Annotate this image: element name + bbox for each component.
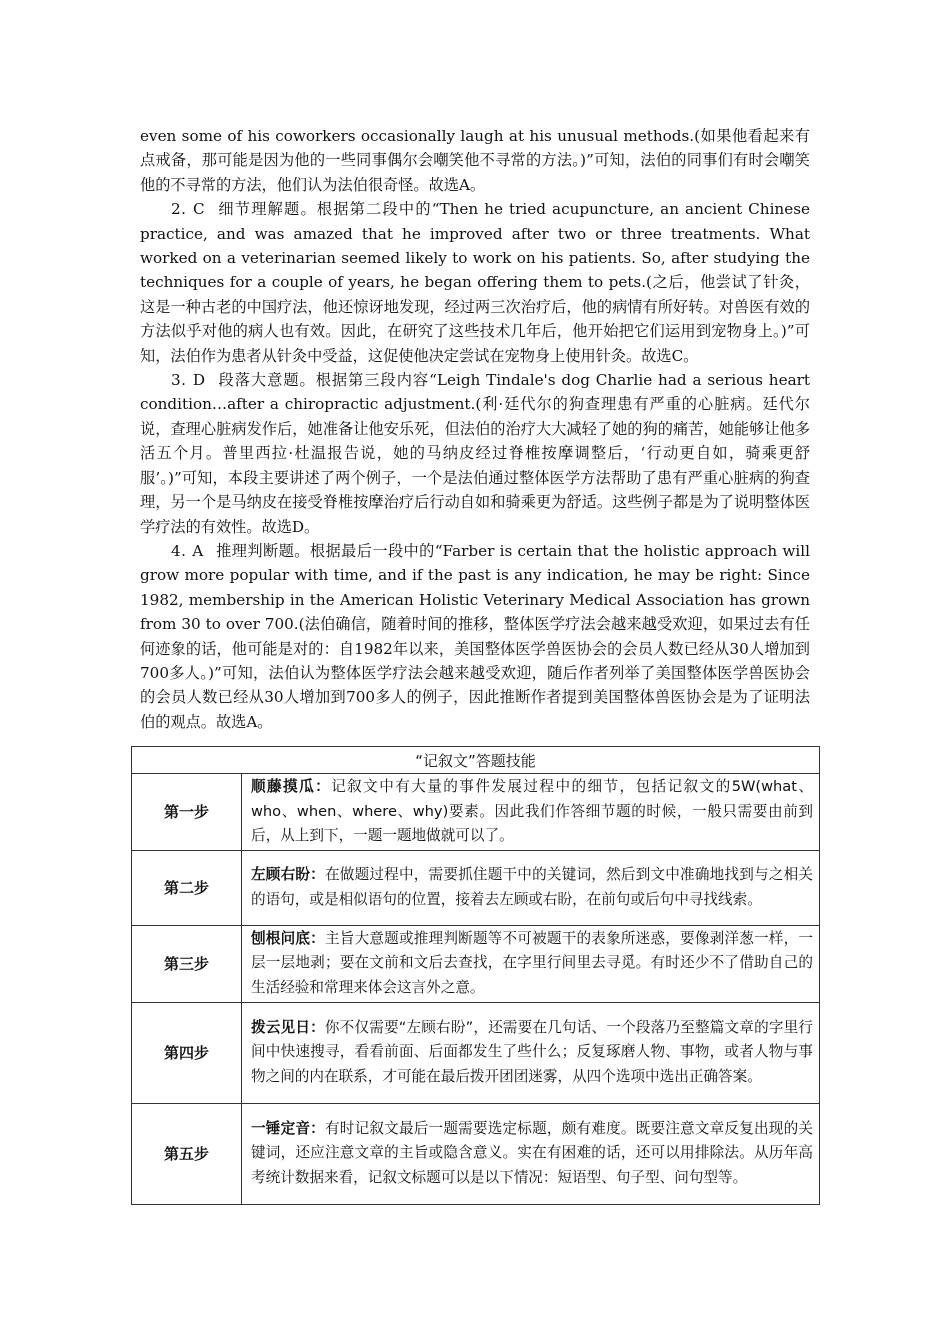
explanation-text-q4: 推理判断题。根据最后一段中的“Farber is certain that the holistic approach will grow more popular with time, and if the past is any indication, he may be right: Since 1982, membership in the American Holistic Veterinary Medical Association has grown from 30 to over 700.(法伯确信，随着时间的推移，整体医学疗法会越来越受欢迎，如果过去有任何迹象的话，他可能是对的：自1982年以来，美国整体医学兽医协会的会员人数已经从30人增加到700多人。)”可知，法伯认为整体医学疗法会越来越受欢迎，随后作者列举了美国整体医学兽医协会的会员人数已经从30人增加到700多人的例子，因此推断作者提到美国整体兽医协会是为了证明法伯的观点。故选A。 xyxy=(140,541,810,731)
table-row xyxy=(132,774,820,851)
table-row xyxy=(132,1002,820,1103)
explanation-q1-continued: even some of his coworkers occasionally laugh at his unusual methods.(如果他看起来有点戒备，那可能是因为他的一些同事偶尔会嘲笑他不寻常的方法。)”可知，法伯的同事们有时会嘲笑他的不寻常的方法，他们认为法伯很奇怪。故选A。 xyxy=(140,127,810,194)
answer-label-q2: 2. C xyxy=(171,200,206,219)
answer-label-q4: 4. A xyxy=(171,541,204,560)
table-header-row xyxy=(132,747,820,774)
step-label: 第五步 xyxy=(132,1103,242,1204)
step-label: 第二步 xyxy=(132,850,242,925)
answer-explanations xyxy=(140,124,810,734)
step-description xyxy=(242,1002,820,1103)
table-title: “记叙文”答题技能 xyxy=(132,747,820,774)
step-text: 你不仅需要“左顾右盼”，还需要在几句话、一个段落乃至整篇文章的字里行间中快速搜寻，看看前面、后面都发生了些什么；反复琢磨人物、事物，或者人物与事物之间的内在联系，才可能在最后拨开团团迷雾，从四个选项中选出正确答案。 xyxy=(251,1018,813,1085)
step-term: 拨云见日： xyxy=(251,1018,325,1036)
step-term: 一锤定音： xyxy=(251,1119,325,1137)
step-text: 主旨大意题或推理判断题等不可被题干的表象所迷惑，要像剥洋葱一样，一层一层地剥；要在文前和文后去查找，在字里行间里去寻觅。有时还少不了借助自己的生活经验和常理来体会这言外之意。 xyxy=(251,929,813,996)
explanation-q2 xyxy=(140,197,810,368)
step-text: 在做题过程中，需要抓住题干中的关键词，然后到文中准确地找到与之相关的语句，或是相似语句的位置，接着去左顾或右盼，在前句或后句中寻找线索。 xyxy=(251,866,813,908)
answer-label-q3: 3. D xyxy=(171,371,206,390)
table-row xyxy=(132,925,820,1002)
step-label: 第四步 xyxy=(132,1002,242,1103)
step-term: 左顾右盼： xyxy=(251,866,325,884)
step-term: 顺藤摸瓜： xyxy=(251,778,332,795)
step-text: 有时记叙文最后一题需要选定标题，颇有难度。既要注意文章反复出现的关键词，还应注意文章的主旨或隐含意义。实在有困难的话，还可以用排除法。从历年高考统计数据来看，记叙文标题可以是以下情况：短语型、句子型、问句型等。 xyxy=(251,1119,813,1186)
explanation-q4 xyxy=(140,539,810,734)
step-description xyxy=(242,1103,820,1204)
step-term: 刨根问底： xyxy=(251,929,325,947)
step-label: 第一步 xyxy=(132,774,242,851)
step-description xyxy=(242,850,820,925)
explanation-text-q2: 细节理解题。根据第二段中的“Then he tried acupuncture, an ancient Chinese practice, and was amazed that he improved after two or three treatments. What worked on a veterinarian seemed likely to work on his patients. So, after studying the techniques for a couple of years, he began offering them to pets.(之后，他尝试了针灸，这是一种古老的中国疗法，他还惊讶地发现，经过两三次治疗后，他的病情有所好转。对兽医有效的方法似乎对他的病人也有效。因此，在研究了这些技术几年后，他开始把它们运用到宠物身上。)”可知，法伯作为患者从针灸中受益，这促使他决定尝试在宠物身上使用针灸。故选C。 xyxy=(140,200,810,365)
explanation-q3 xyxy=(140,368,810,539)
step-description xyxy=(242,774,820,851)
table-row xyxy=(132,1103,820,1204)
table-row xyxy=(132,850,820,925)
narrative-skills-table xyxy=(131,746,820,1205)
step-text: 记叙文中有大量的事件发展过程中的细节，包括记叙文的5W(what、who、when、where、why)要素。因此我们作答细节题的时候，一般只需要由前到后，从上到下，一题一题地做就可以了。 xyxy=(251,778,813,845)
explanation-text-q3: 段落大意题。根据第三段内容“Leigh Tindale's dog Charlie had a serious heart condition…after a chiropractic adjustment.(利·廷代尔的狗查理患有严重的心脏病。廷代尔说，查理心脏病发作后，她准备让他安乐死，但法伯的治疗大大减轻了她的狗的痛苦，她能够让他多活五个月。普里西拉·杜温报告说，她的马纳皮经过脊椎按摩调整后，‘行动更自如，骑乘更舒服’。)”可知，本段主要讲述了两个例子，一个是法伯通过整体医学方法帮助了患有严重心脏病的狗查理，另一个是马纳皮在接受脊椎按摩治疗后行动自如和骑乘更为舒适。这些例子都是为了说明整体医学疗法的有效性。故选D。 xyxy=(140,371,810,536)
step-label: 第三步 xyxy=(132,925,242,1002)
step-description xyxy=(242,925,820,1002)
